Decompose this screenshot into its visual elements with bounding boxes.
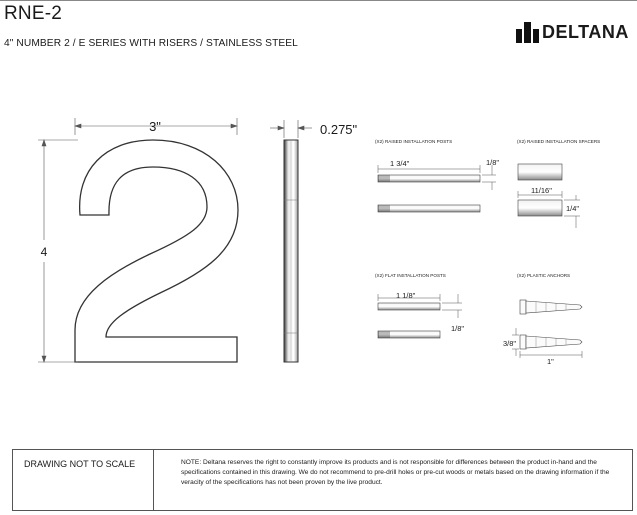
width-label: 3": [149, 119, 161, 134]
plastic-anchor-1: [520, 300, 582, 314]
raised-spacer-1: [518, 164, 562, 180]
thickness-label: 0.275": [320, 122, 358, 137]
raised-spacers-length: 11/16": [531, 186, 552, 195]
raised-spacers-title: (X2) RAISED INSTALLATION SPACERS: [517, 139, 601, 144]
anchors-diameter: 3/8": [503, 339, 517, 348]
footer-box: [12, 449, 633, 511]
flat-post-1: [378, 303, 440, 310]
raised-posts-diameter: 1/8": [486, 158, 500, 167]
page-subtitle: 4" NUMBER 2 / E SERIES WITH RISERS / STAINLESS STEEL: [4, 38, 298, 49]
raised-spacers-diameter: 1/4": [566, 204, 580, 213]
brand-name: DELTANA: [542, 22, 629, 42]
raised-posts-length: 1 3/4": [390, 159, 410, 168]
raised-spacer-2: [518, 200, 562, 216]
side-profile-view: [284, 140, 298, 362]
flat-posts-length: 1 1/8": [396, 291, 416, 300]
flat-post-2: [378, 331, 440, 338]
plastic-anchor-2: [520, 335, 582, 349]
flat-posts-diameter: 1/8": [451, 324, 465, 333]
anchors-title: (X2) PLASTIC ANCHORS: [517, 273, 571, 278]
thickness-dimension: [270, 120, 312, 138]
disclaimer-note: NOTE: Deltana reserves the right to constantly improve its products and is not responsible for differences between the product in-hand and the specifications contained in this drawing. We do not recommend to pre-drill holes or pre-cut woods or metals based on the drawing information if the veracity of the specifications has not been proven by the live product.: [181, 459, 610, 486]
footer-scale-cell: [13, 450, 154, 510]
raised-posts-title: (X2) RAISED INSTALLATION POSTS: [375, 139, 453, 144]
raised-post-2: [378, 205, 480, 212]
number-2-front-view: [75, 140, 238, 362]
height-label: 4: [40, 245, 48, 259]
raised-post-1: [378, 175, 480, 182]
flat-posts-title: (X2) FLAT INSTALLATION POSTS: [375, 273, 446, 278]
page-title: RNE-2: [4, 3, 63, 24]
anchors-length: 1": [547, 357, 554, 366]
scale-note: DRAWING NOT TO SCALE: [24, 459, 136, 469]
